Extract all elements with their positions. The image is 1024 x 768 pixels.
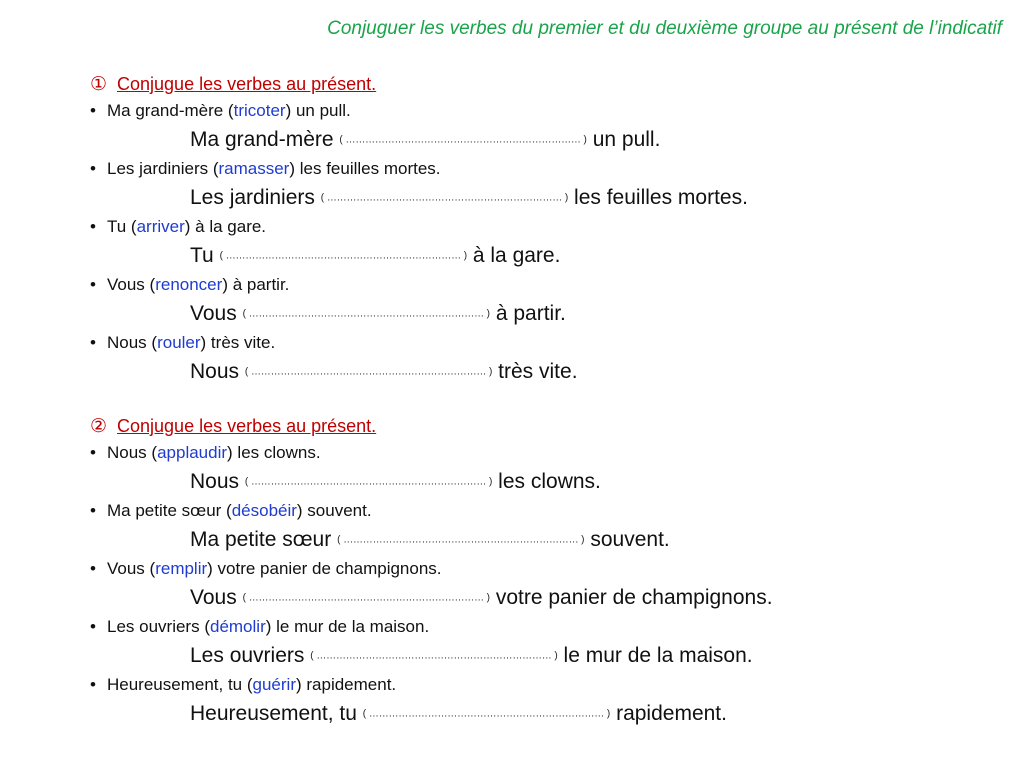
blank-open-paren: (: [219, 250, 223, 262]
answer-subject: Les jardiniers: [190, 186, 315, 209]
prompt-before: Tu (: [107, 217, 137, 236]
blank-close-paren: ): [463, 250, 468, 262]
blank-close-paren: ): [486, 592, 491, 604]
blank-open-paren: (: [244, 476, 249, 488]
answer-end: un pull.: [592, 128, 661, 151]
blank-dots: ………………………………………………………………: [343, 534, 579, 546]
item-prompt: [90, 330, 990, 356]
prompt-before: Ma grand-mère (: [107, 101, 234, 120]
exercise-section-1: [90, 70, 990, 388]
answer-blank[interactable]: [321, 192, 568, 203]
prompt-before: Nous (: [107, 443, 158, 462]
item-prompt: [90, 98, 990, 124]
answer-subject: Tu: [190, 244, 214, 267]
exercise-section-2: [90, 412, 990, 730]
infinitive-verb: remplir: [155, 559, 208, 578]
infinitive-verb: guérir: [252, 675, 296, 694]
item-prompt: [90, 272, 990, 298]
exercise-item: [90, 498, 990, 556]
blank-dots: ………………………………………………………………: [316, 650, 552, 662]
infinitive-verb: arriver: [136, 217, 185, 236]
answer-subject: Vous: [190, 302, 237, 325]
exercise-item: [90, 156, 990, 214]
infinitive-verb: renoncer: [155, 275, 223, 294]
answer-subject: Les ouvriers: [190, 644, 305, 667]
item-prompt: [90, 440, 990, 466]
blank-close-paren: ): [554, 650, 558, 662]
answer-end: à partir.: [495, 302, 566, 325]
answer-blank[interactable]: [339, 134, 586, 145]
answer-blank[interactable]: [310, 650, 557, 661]
answer-blank[interactable]: [363, 708, 610, 719]
blank-close-paren: ): [488, 366, 493, 378]
blank-open-paren: (: [310, 650, 314, 662]
answer-end: à la gare.: [472, 244, 561, 267]
bullet-icon: •: [90, 501, 96, 520]
bullet-icon: •: [90, 333, 96, 352]
item-answer-line: [90, 524, 990, 556]
blank-open-paren: (: [362, 708, 367, 720]
blank-dots: ………………………………………………………………: [225, 250, 461, 262]
blank-dots: ………………………………………………………………: [248, 592, 484, 604]
prompt-after: ) très vite.: [200, 333, 276, 352]
answer-subject: Nous: [190, 360, 240, 383]
bullet-icon: •: [90, 101, 96, 120]
blank-open-paren: (: [242, 592, 246, 604]
bullet-icon: •: [90, 217, 96, 236]
blank-dots: ………………………………………………………………: [326, 192, 563, 204]
answer-subject: Ma grand-mère: [190, 128, 334, 151]
bullet-icon: •: [90, 443, 96, 462]
answer-subject: Vous: [190, 586, 237, 609]
answer-end: souvent.: [590, 528, 670, 551]
answer-subject: Ma petite sœur: [190, 528, 332, 551]
blank-open-paren: (: [339, 134, 343, 146]
exercise-heading: [90, 412, 990, 440]
exercise-item: [90, 214, 990, 272]
blank-open-paren: (: [242, 308, 246, 320]
exercise-item: [90, 440, 990, 498]
prompt-after: ) votre panier de champignons.: [207, 559, 442, 578]
blank-close-paren: ): [488, 476, 493, 488]
answer-end: votre panier de champignons.: [495, 586, 773, 609]
answer-blank[interactable]: [245, 476, 492, 487]
answer-blank[interactable]: [245, 366, 492, 377]
prompt-before: Ma petite sœur (: [107, 501, 232, 520]
item-prompt: [90, 556, 990, 582]
blank-dots: ………………………………………………………………: [368, 708, 605, 720]
answer-subject: Nous: [190, 470, 240, 493]
prompt-before: Heureusement, tu (: [107, 675, 253, 694]
prompt-after: ) souvent.: [296, 501, 372, 520]
exercise-item: [90, 98, 990, 156]
prompt-after: ) à partir.: [222, 275, 290, 294]
exercise-number: ①: [90, 74, 108, 95]
exercise-item: [90, 272, 990, 330]
infinitive-verb: tricoter: [233, 101, 286, 120]
blank-close-paren: ): [606, 708, 611, 720]
answer-end: les clowns.: [498, 470, 601, 493]
bullet-icon: •: [90, 675, 96, 694]
bullet-icon: •: [90, 275, 96, 294]
item-answer-line: [90, 298, 990, 330]
exercise-instruction: Conjugue les verbes au présent.: [117, 74, 377, 94]
prompt-after: ) les clowns.: [227, 443, 321, 462]
exercise-item: [90, 330, 990, 388]
exercise-item: [90, 614, 990, 672]
exercise-item: [90, 672, 990, 730]
blank-close-paren: ): [583, 134, 587, 146]
item-prompt: [90, 498, 990, 524]
prompt-before: Les jardiniers (: [107, 159, 219, 178]
blank-open-paren: (: [244, 366, 249, 378]
blank-close-paren: ): [564, 192, 569, 204]
blank-open-paren: (: [320, 192, 325, 204]
infinitive-verb: démolir: [209, 617, 266, 636]
item-prompt: [90, 672, 990, 698]
item-answer-line: [90, 356, 990, 388]
item-answer-line: [90, 698, 990, 730]
bullet-icon: •: [90, 159, 96, 178]
blank-close-paren: ): [581, 534, 585, 546]
blank-dots: ………………………………………………………………: [248, 308, 484, 320]
prompt-after: ) un pull.: [285, 101, 351, 120]
blank-close-paren: ): [486, 308, 491, 320]
item-answer-line: [90, 466, 990, 498]
exercise-number: ②: [90, 416, 108, 437]
item-answer-line: [90, 124, 990, 156]
infinitive-verb: ramasser: [218, 159, 290, 178]
page-title: Conjuguer les verbes du premier et du deuxième groupe au présent de l’indicatif: [327, 18, 1002, 39]
answer-blank[interactable]: [243, 592, 490, 603]
prompt-after: ) à la gare.: [184, 217, 267, 236]
blank-dots: ………………………………………………………………: [345, 134, 581, 146]
item-answer-line: [90, 640, 990, 672]
infinitive-verb: applaudir: [157, 443, 228, 462]
prompt-before: Les ouvriers (: [107, 617, 210, 636]
exercise-item: [90, 556, 990, 614]
bullet-icon: •: [90, 559, 96, 578]
blank-open-paren: (: [337, 534, 341, 546]
answer-blank[interactable]: [337, 534, 584, 545]
item-prompt: [90, 214, 990, 240]
item-answer-line: [90, 182, 990, 214]
infinitive-verb: rouler: [157, 333, 201, 352]
item-answer-line: [90, 582, 990, 614]
exercise-heading: [90, 70, 990, 98]
item-prompt: [90, 156, 990, 182]
prompt-after: ) rapidement.: [295, 675, 397, 694]
blank-dots: ………………………………………………………………: [251, 476, 487, 488]
answer-end: les feuilles mortes.: [574, 186, 748, 209]
answer-end: très vite.: [498, 360, 578, 383]
exercise-instruction: Conjugue les verbes au présent.: [117, 416, 377, 436]
item-prompt: [90, 614, 990, 640]
answer-subject: Heureusement, tu: [190, 702, 357, 725]
answer-blank[interactable]: [220, 250, 467, 261]
answer-end: rapidement.: [616, 702, 727, 725]
infinitive-verb: désobéir: [231, 501, 297, 520]
prompt-after: ) le mur de la maison.: [265, 617, 430, 636]
prompt-before: Vous (: [107, 275, 156, 294]
item-answer-line: [90, 240, 990, 272]
bullet-icon: •: [90, 617, 96, 636]
prompt-before: Vous (: [107, 559, 156, 578]
answer-end: le mur de la maison.: [563, 644, 753, 667]
prompt-after: ) les feuilles mortes.: [289, 159, 441, 178]
blank-dots: ………………………………………………………………: [251, 366, 487, 378]
prompt-before: Nous (: [107, 333, 158, 352]
answer-blank[interactable]: [243, 308, 490, 319]
